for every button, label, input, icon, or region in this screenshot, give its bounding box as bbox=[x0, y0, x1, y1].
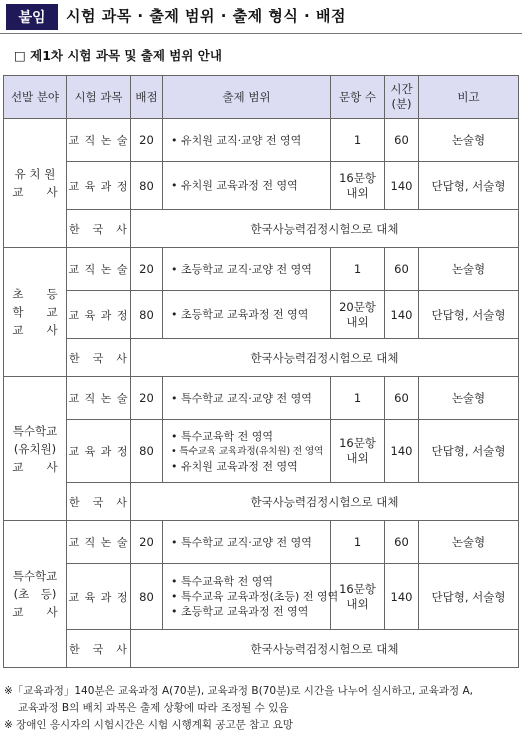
footnote-1-cont: 교육과정 B의 배치 과목은 출제 상황에 따라 조정될 수 있음 bbox=[18, 702, 289, 714]
range-item: • 초등학교 교직·교양 전 영역 bbox=[171, 262, 312, 276]
header-score: 배점 bbox=[131, 76, 163, 119]
range-item: • 특수교육 교육과정(초등) 전 영역 bbox=[171, 590, 339, 603]
range-cell bbox=[163, 521, 331, 564]
history-subject-cell: 한 국 사 bbox=[67, 483, 131, 521]
table-row bbox=[4, 483, 519, 521]
range-item: • 특수학교 교직·교양 전 영역 bbox=[171, 535, 312, 549]
table-body bbox=[4, 119, 519, 668]
time-cell: 60 bbox=[385, 119, 419, 162]
subject-cell: 교 직 논 술 bbox=[67, 119, 131, 162]
range-list bbox=[171, 574, 339, 619]
history-merged-cell: 한국사능력검정시험으로 대체 bbox=[131, 483, 519, 521]
note-cell: 단답형, 서술형 bbox=[419, 162, 519, 210]
range-item: • 특수학교 교직·교양 전 영역 bbox=[171, 391, 312, 405]
subject-cell: 교 육 과 정 bbox=[67, 420, 131, 483]
range-list bbox=[171, 178, 330, 193]
table-row bbox=[4, 210, 519, 248]
history-merged-cell: 한국사능력검정시험으로 대체 bbox=[131, 210, 519, 248]
table-row bbox=[4, 291, 519, 339]
range-cell bbox=[163, 162, 331, 210]
subject-cell: 교 직 논 술 bbox=[67, 521, 131, 564]
table-row bbox=[4, 420, 519, 483]
score-cell: 80 bbox=[131, 162, 163, 210]
note-cell: 논술형 bbox=[419, 248, 519, 291]
items-cell: 1 bbox=[331, 248, 385, 291]
items-cell: 20문항 내외 bbox=[331, 291, 385, 339]
time-cell: 60 bbox=[385, 377, 419, 420]
range-list bbox=[171, 262, 330, 277]
table-row bbox=[4, 119, 519, 162]
time-cell: 60 bbox=[385, 521, 419, 564]
range-list bbox=[171, 307, 330, 322]
history-subject-cell: 한 국 사 bbox=[67, 630, 131, 668]
section-subtitle: □ 제1차 시험 과목 및 출제 범위 안내 bbox=[14, 48, 222, 63]
table-row bbox=[4, 162, 519, 210]
range-cell bbox=[163, 248, 331, 291]
footnote-1: ※「교육과정」140분은 교육과정 A(70분), 교육과정 B(70분)로 시간을 나누어 실시하고, 교육과정 A, bbox=[4, 685, 473, 697]
range-cell bbox=[163, 420, 331, 483]
items-cell: 16문항 내외 bbox=[331, 420, 385, 483]
range-item: • 특수교육 교육과정(유치원) 전 영역 bbox=[171, 445, 324, 457]
note-cell: 논술형 bbox=[419, 521, 519, 564]
score-cell: 20 bbox=[131, 248, 163, 291]
range-item: • 특수교육학 전 영역 bbox=[171, 575, 273, 588]
time-cell: 60 bbox=[385, 248, 419, 291]
subject-cell: 교 육 과 정 bbox=[67, 291, 131, 339]
note-cell: 단답형, 서술형 bbox=[419, 564, 519, 630]
history-merged-cell: 한국사능력검정시험으로 대체 bbox=[131, 630, 519, 668]
note-cell: 단답형, 서술형 bbox=[419, 420, 519, 483]
range-item: • 유치원 교육과정 전 영역 bbox=[171, 179, 298, 192]
header-time: 시간 (분) bbox=[385, 76, 419, 119]
page-header bbox=[0, 0, 522, 34]
range-item: • 특수교육학 전 영역 bbox=[171, 429, 273, 443]
range-item: • 유치원 교직·교양 전 영역 bbox=[171, 133, 302, 147]
table-row bbox=[4, 564, 519, 630]
time-cell: 140 bbox=[385, 162, 419, 210]
history-subject-cell: 한 국 사 bbox=[67, 210, 131, 248]
exam-table bbox=[3, 75, 519, 668]
note-cell: 논술형 bbox=[419, 119, 519, 162]
header-note: 비고 bbox=[419, 76, 519, 119]
header-subject: 시험 과목 bbox=[67, 76, 131, 119]
note-cell: 논술형 bbox=[419, 377, 519, 420]
table-header-row bbox=[4, 76, 519, 119]
footnote-2: ※ 장애인 응시자의 시험시간은 시험 시행계획 공고문 참고 요망 bbox=[4, 719, 294, 731]
items-cell: 16문항 내외 bbox=[331, 162, 385, 210]
table-row bbox=[4, 377, 519, 420]
range-cell bbox=[163, 119, 331, 162]
items-cell: 1 bbox=[331, 119, 385, 162]
table-row bbox=[4, 339, 519, 377]
time-cell: 140 bbox=[385, 420, 419, 483]
page-title: 시험 과목 · 출제 범위 · 출제 형식 · 배점 bbox=[66, 7, 346, 25]
track-cell: 초 등 학 교 교 사 bbox=[4, 248, 67, 377]
range-item: • 유치원 교육과정 전 영역 bbox=[171, 459, 298, 473]
subject-cell: 교 직 논 술 bbox=[67, 248, 131, 291]
range-list bbox=[171, 133, 330, 148]
range-list bbox=[171, 429, 330, 474]
track-cell: 유 치 원 교 사 bbox=[4, 119, 67, 248]
range-cell bbox=[163, 377, 331, 420]
history-merged-cell: 한국사능력검정시험으로 대체 bbox=[131, 339, 519, 377]
items-cell: 16문항 내외 bbox=[331, 564, 385, 630]
score-cell: 80 bbox=[131, 291, 163, 339]
score-cell: 80 bbox=[131, 564, 163, 630]
table-row bbox=[4, 630, 519, 668]
range-list bbox=[171, 391, 330, 406]
score-cell: 20 bbox=[131, 521, 163, 564]
time-cell: 140 bbox=[385, 564, 419, 630]
range-cell bbox=[163, 291, 331, 339]
attachment-tag: 붙임 bbox=[6, 4, 58, 30]
track-cell: 특수학교 (유치원) 교 사 bbox=[4, 377, 67, 521]
header-items: 문항 수 bbox=[331, 76, 385, 119]
score-cell: 80 bbox=[131, 420, 163, 483]
score-cell: 20 bbox=[131, 119, 163, 162]
footnotes bbox=[4, 683, 473, 734]
history-subject-cell: 한 국 사 bbox=[67, 339, 131, 377]
subject-cell: 교 육 과 정 bbox=[67, 564, 131, 630]
header-range: 출제 범위 bbox=[163, 76, 331, 119]
time-cell: 140 bbox=[385, 291, 419, 339]
score-cell: 20 bbox=[131, 377, 163, 420]
header-track: 선발 분야 bbox=[4, 76, 67, 119]
track-cell: 특수학교 (초 등) 교 사 bbox=[4, 521, 67, 668]
range-list bbox=[171, 535, 330, 550]
items-cell: 1 bbox=[331, 521, 385, 564]
range-cell bbox=[163, 564, 339, 630]
range-item: • 초등학교 교육과정 전 영역 bbox=[171, 308, 309, 321]
note-cell: 단답형, 서술형 bbox=[419, 291, 519, 339]
range-item: • 초등학교 교육과정 전 영역 bbox=[171, 605, 309, 618]
subject-cell: 교 육 과 정 bbox=[67, 162, 131, 210]
table-row bbox=[4, 248, 519, 291]
table-row bbox=[4, 521, 519, 564]
header-divider bbox=[0, 33, 522, 34]
subject-cell: 교 직 논 술 bbox=[67, 377, 131, 420]
items-cell: 1 bbox=[331, 377, 385, 420]
